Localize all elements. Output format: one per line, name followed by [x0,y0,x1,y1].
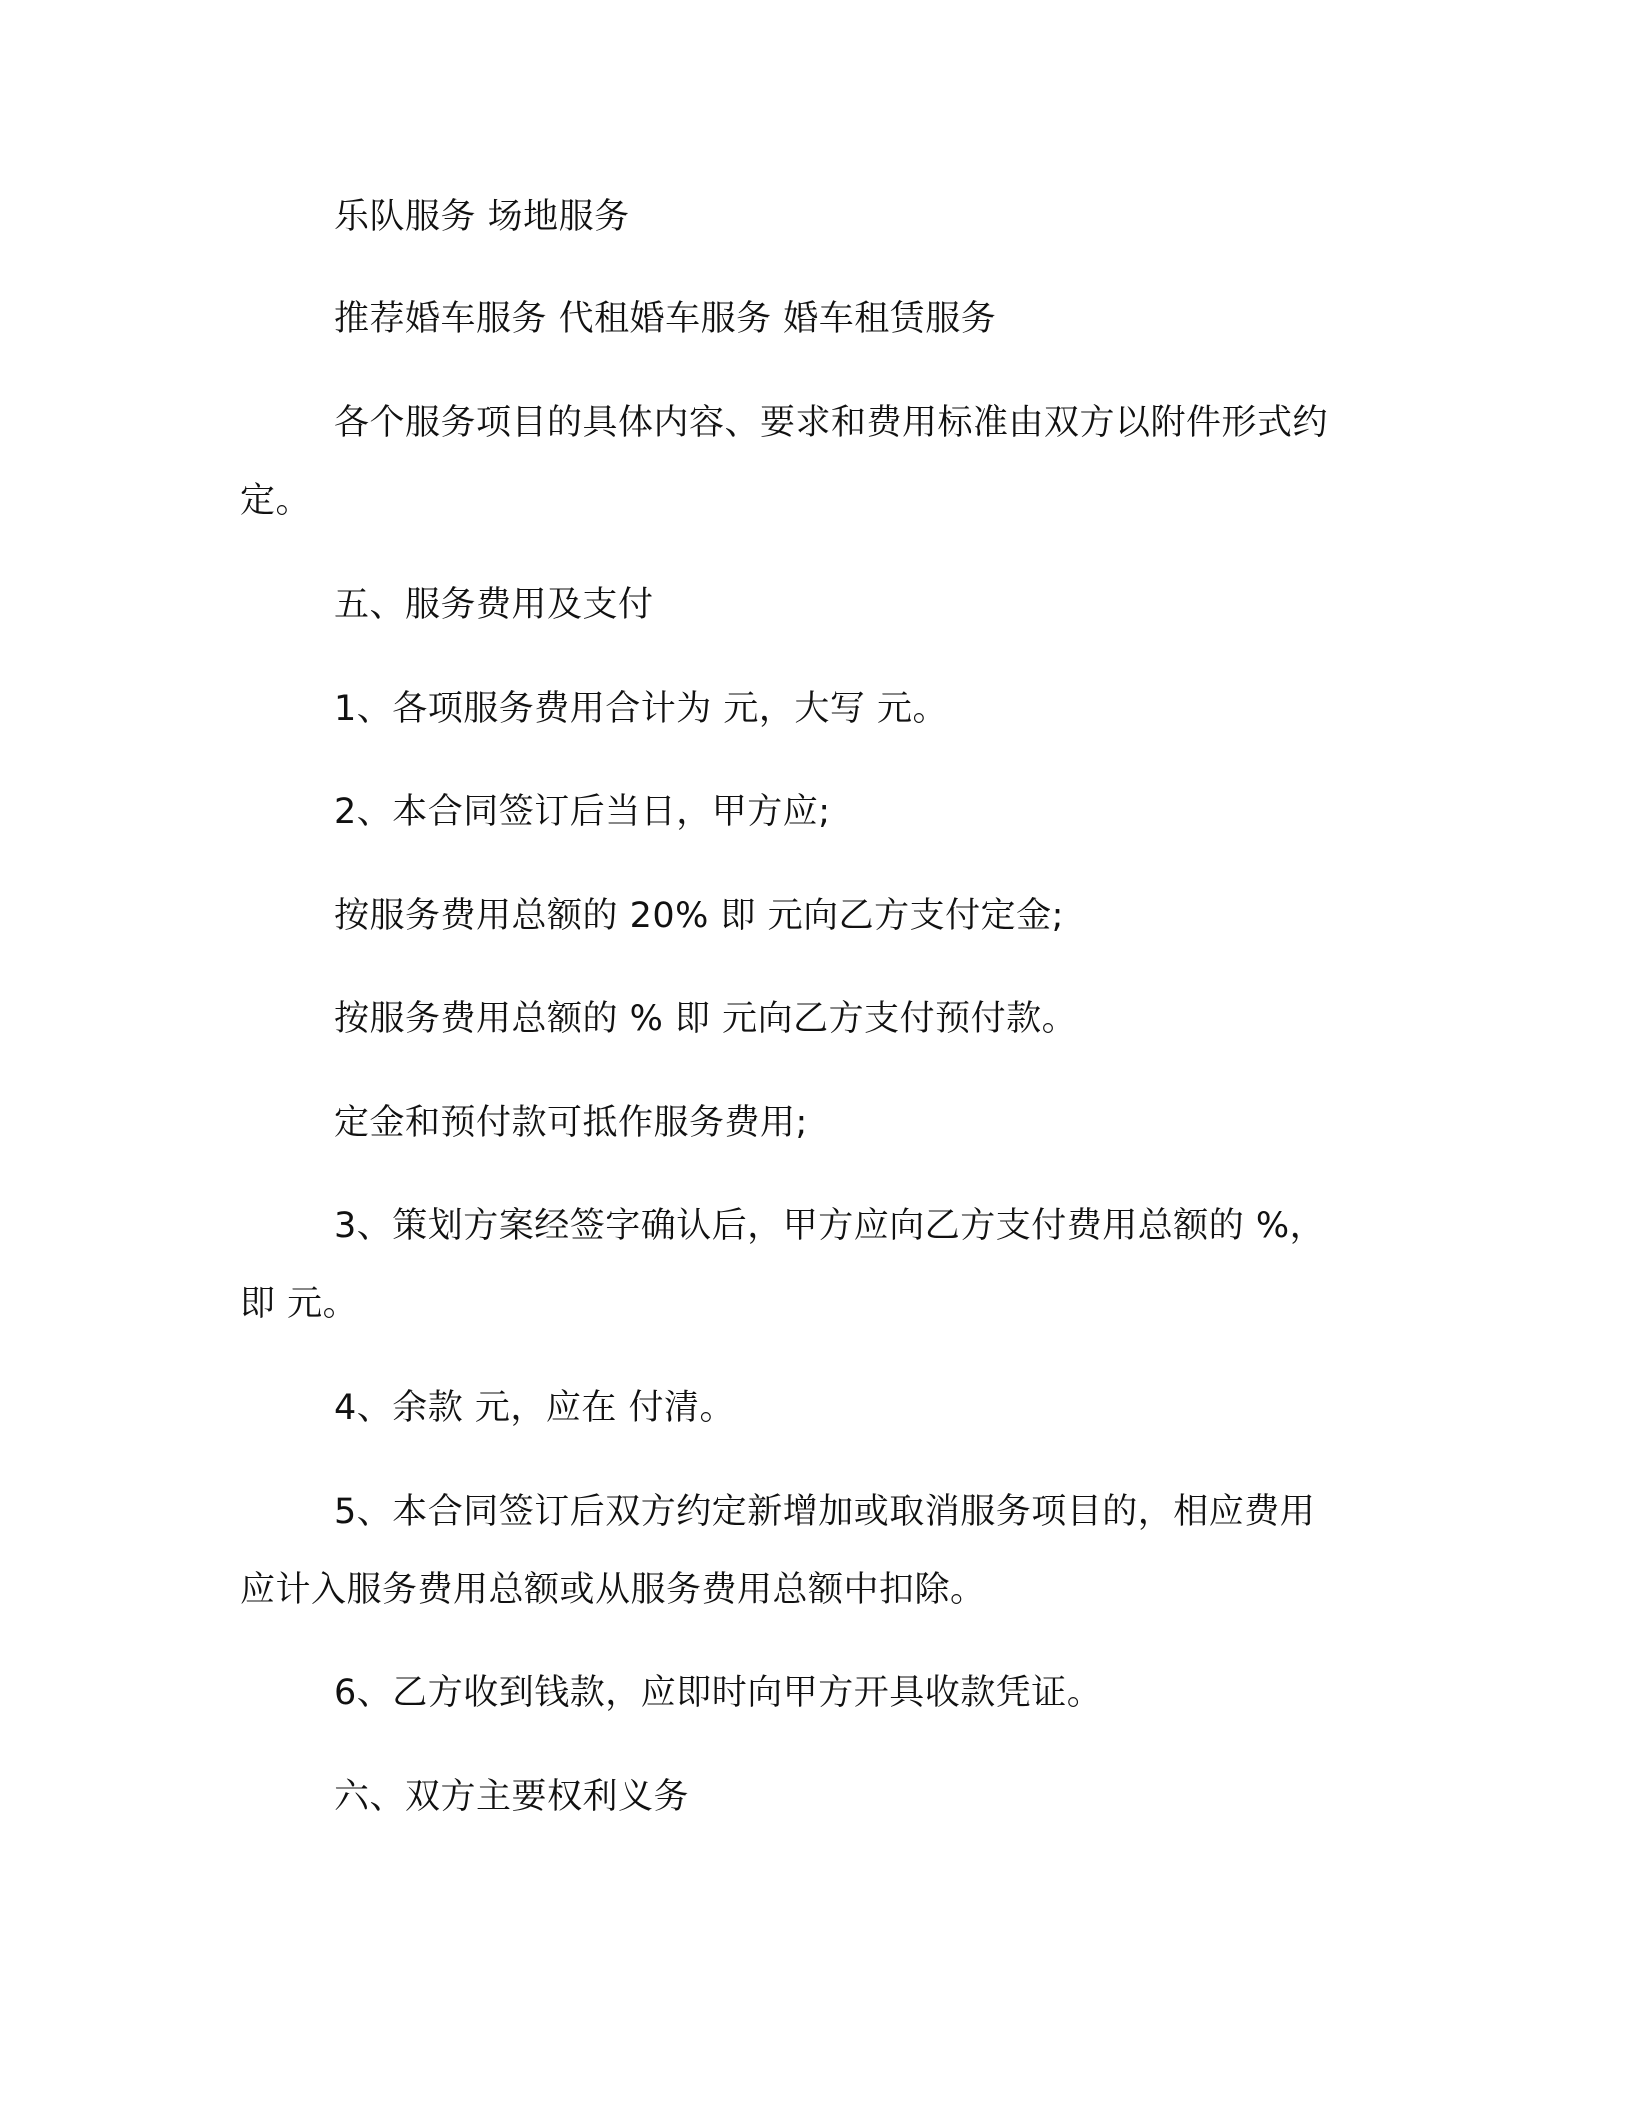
clause-3-line-2: 即 元。 [240,1284,359,1324]
section-heading-fees-payment: 五、服务费用及支付 [334,585,654,625]
clause-1-total-fee: 1、各项服务费用合计为 元，大写 元。 [334,689,949,729]
paragraph-service-details-line-1: 各个服务项目的具体内容、要求和费用标准由双方以附件形式约 [334,403,1329,443]
paragraph-service-details-line-2: 定。 [240,481,312,521]
clause-2-payment-on-signing: 2、本合同签订后当日，甲方应; [334,792,831,832]
paragraph-services-wedding-car: 推荐婚车服务 代租婚车服务 婚车租赁服务 [334,299,997,339]
paragraph-services-band-venue: 乐队服务 场地服务 [334,197,630,237]
clause-6-receipt: 6、乙方收到钱款，应即时向甲方开具收款凭证。 [334,1673,1103,1713]
clause-5-line-1: 5、本合同签订后双方约定新增加或取消服务项目的，相应费用 [334,1492,1316,1532]
clause-5-line-2: 应计入服务费用总额或从服务费用总额中扣除。 [240,1570,986,1610]
clause-4-balance: 4、余款 元，应在 付清。 [334,1388,736,1428]
clause-2-offset-note: 定金和预付款可抵作服务费用; [334,1103,808,1143]
clause-2-deposit: 按服务费用总额的 20% 即 元向乙方支付定金; [334,896,1064,936]
section-heading-rights-obligations: 六、双方主要权利义务 [334,1777,690,1817]
clause-2-prepayment: 按服务费用总额的 % 即 元向乙方支付预付款。 [334,999,1078,1039]
clause-3-line-1: 3、策划方案经签字确认后，甲方应向乙方支付费用总额的 %， [334,1206,1326,1246]
